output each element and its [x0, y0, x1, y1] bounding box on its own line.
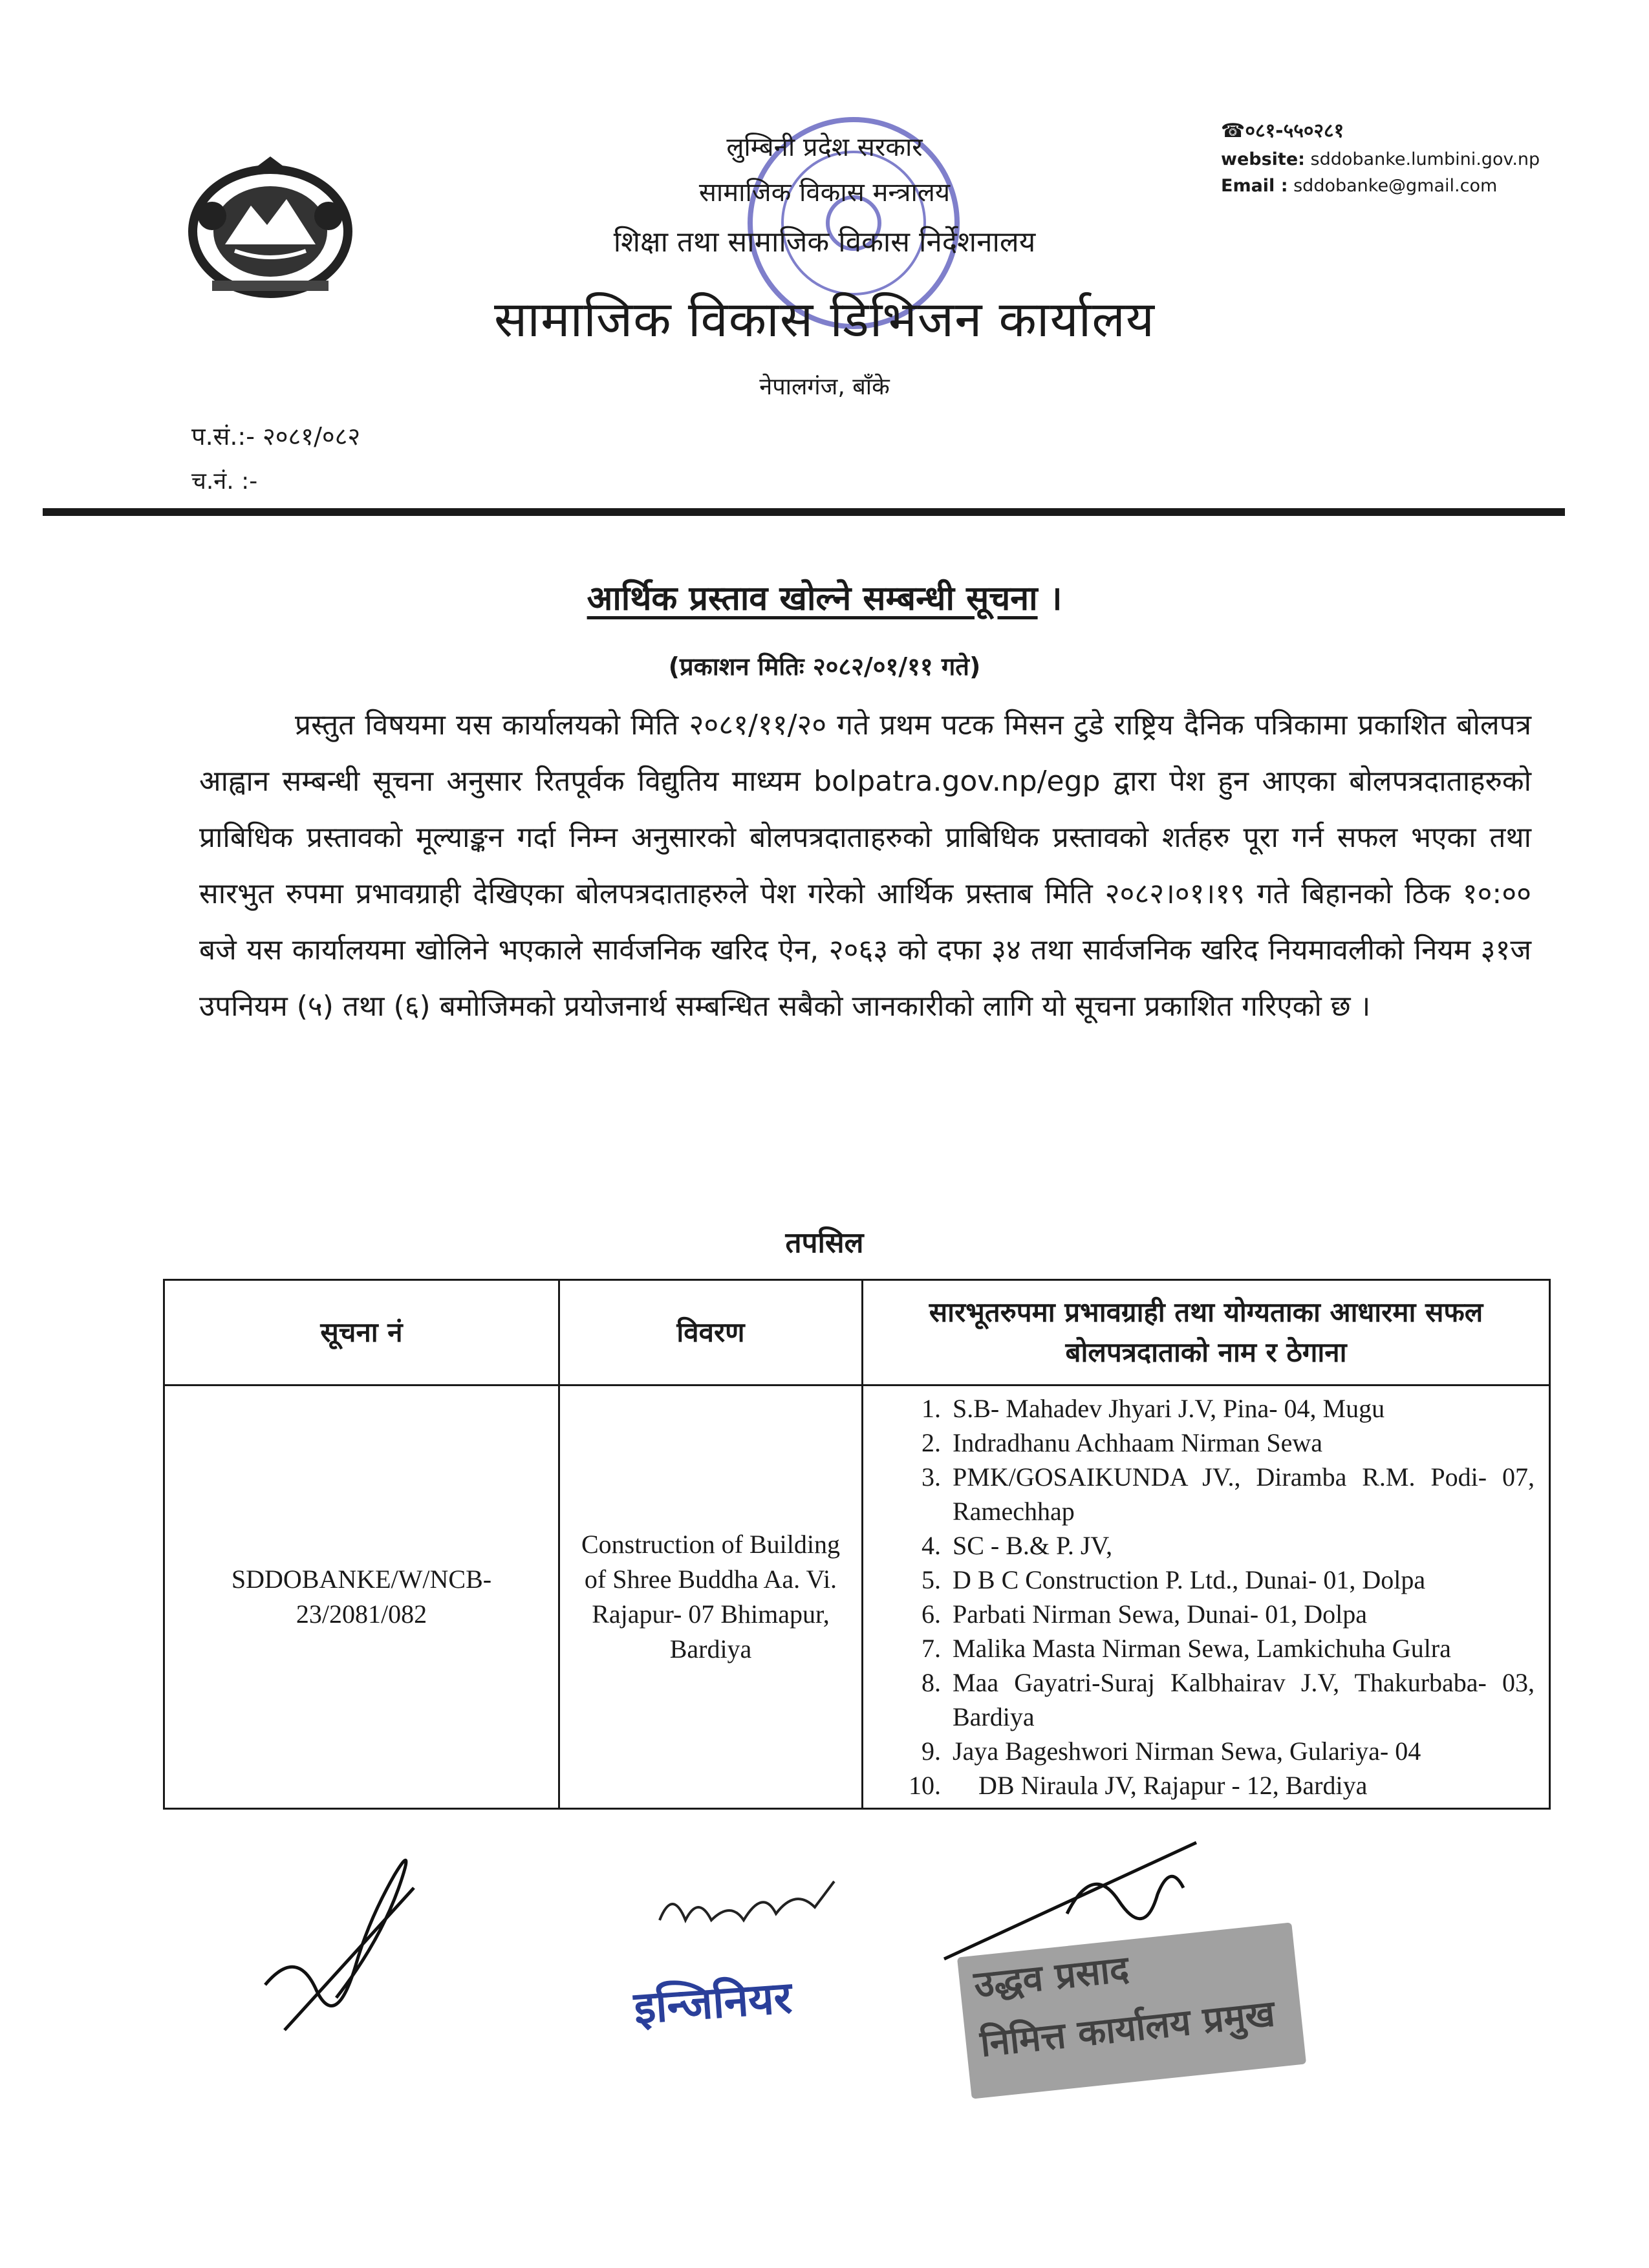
email-line	[1221, 176, 1540, 196]
list-item-number: 3.	[921, 1462, 941, 1492]
website-line	[1221, 149, 1540, 169]
list-item-number: 4.	[921, 1531, 941, 1560]
phone-number: ☎०८१-५५०२८१	[1221, 120, 1344, 142]
list-item-name: Indradhanu Achhaam Nirman Sewa	[953, 1428, 1323, 1457]
officer-stamp-line2: निमित्त कार्यालय प्रमुख	[978, 1993, 1277, 2066]
list-item-number: 6.	[921, 1599, 941, 1629]
list-item-number: 9.	[921, 1737, 941, 1766]
list-item	[894, 1631, 1535, 1665]
office-location: नेपालगंज, बाँके	[759, 374, 890, 400]
list-item	[894, 1734, 1535, 1768]
list-item	[894, 1460, 1535, 1528]
website-label: website:	[1221, 149, 1305, 169]
list-item-name: SC - B.& P. JV,	[953, 1531, 1113, 1560]
list-item-number: 7.	[921, 1634, 941, 1663]
list-item-name: Malika Masta Nirman Sewa, Lamkichuha Gulra	[953, 1634, 1451, 1663]
signature-left-icon	[259, 1836, 427, 2043]
office-name: सामाजिक विकास डिभिजन कार्यालय	[494, 290, 1155, 348]
email-link[interactable]: sddobanke@gmail.com	[1293, 176, 1498, 196]
list-item-name: S.B- Mahadev Jhyari J.V, Pina- 04, Mugu	[953, 1394, 1385, 1423]
notice-title-suffix: ।	[1037, 579, 1062, 618]
cell-bidders	[863, 1385, 1550, 1809]
list-item-name: Parbati Nirman Sewa, Dunai- 01, Dolpa	[953, 1599, 1367, 1629]
header-bidders-line2: बोलपत्रदाताको नाम र ठेगाना	[1065, 1336, 1347, 1368]
notice-title	[0, 574, 1649, 620]
list-item-name: D B C Construction P. Ltd., Dunai- 01, Dolpa	[953, 1565, 1426, 1594]
publication-date: (प्रकाशन मितिः २०८२/०१/११ गते)	[668, 652, 981, 681]
list-item-number: 10.	[909, 1771, 941, 1800]
province-government: लुम्बिनी प्रदेश सरकार	[726, 133, 923, 162]
list-item-number: 1.	[921, 1394, 941, 1423]
table-row	[164, 1385, 1550, 1809]
website-link[interactable]: sddobanke.lumbini.gov.np	[1310, 149, 1540, 169]
list-item	[894, 1665, 1535, 1734]
table-caption: तपसिल	[785, 1226, 864, 1259]
bidders-list	[894, 1391, 1535, 1803]
bidders-table	[163, 1279, 1551, 1810]
list-item-name: Jaya Bageshwori Nirman Sewa, Gulariya- 04	[953, 1737, 1421, 1766]
email-label: Email :	[1221, 176, 1288, 196]
header-divider	[43, 508, 1565, 516]
list-item	[894, 1426, 1535, 1460]
list-item-number: 8.	[921, 1668, 941, 1697]
list-item-number: 2.	[921, 1428, 941, 1457]
engineer-stamp: इन्जिनियर	[632, 1972, 794, 2035]
reference-number: प.सं.:- २०८१/०८२	[191, 422, 361, 451]
list-item-name: Maa Gayatri-Suraj Kalbhairav J.V, Thakurbaba- 03, Bardiya	[953, 1668, 1535, 1731]
contact-block	[1221, 116, 1540, 196]
officer-stamp-line1: उद्धव प्रसाद	[972, 1948, 1131, 2007]
header-bidders	[863, 1280, 1550, 1385]
notice-title-text: आर्थिक प्रस्ताव खोल्ने सम्बन्धी सूचना	[587, 579, 1038, 618]
table-header-row	[164, 1280, 1550, 1385]
cell-notice-no: SDDOBANKE/W/NCB-23/2081/082	[164, 1385, 559, 1809]
list-item-name: DB Niraula JV, Rajapur - 12, Bardiya	[978, 1771, 1368, 1800]
list-item	[894, 1528, 1535, 1563]
dispatch-number: च.नं. :-	[191, 468, 258, 495]
header-notice-no: सूचना नं	[164, 1280, 559, 1385]
list-item	[894, 1563, 1535, 1597]
list-item	[894, 1597, 1535, 1631]
list-item-name: PMK/GOSAIKUNDA JV., Diramba R.M. Podi- 07, Ramechhap	[953, 1462, 1535, 1526]
notice-body: प्रस्तुत विषयमा यस कार्यालयको मिति २०८१/११/२० गते प्रथम पटक मिसन टुडे राष्ट्रिय दैनिक पत्रिकामा प्रकाशित बोलपत्र आह्वान सम्बन्धी सूचना अनुसार रितपूर्वक विद्युतिय माध्यम bolpatra.gov.np/egp द्वारा पेश हुन आएका बोलपत्रदाताहरुको प्राबिधिक प्रस्तावको मूल्याङ्कन गर्दा निम्न अनुसारको बोलपत्रदाताहरुको प्राबिधिक प्रस्तावको शर्तहरु पूरा गर्न सफल भएका तथा सारभुत रुपमा प्रभावग्राही देखिएका बोलपत्रदाताहरुले पेश गरेको आर्थिक प्रस्ताब मिति २०८२।०१।१९ गते बिहानको ठिक १०:०० बजे यस कार्यालयमा खोलिने भएकाले सार्वजनिक खरिद ऐन, २०६३ को दफा ३४ तथा सार्वजनिक खरिद नियमावलीको नियम ३१ज उपनियम (५) तथा (६) बमोजिमको प्रयोजनार्थ सम्बन्धित सबैको जानकारीको लागि यो सूचना प्रकाशित गरिएको छ ।	[199, 709, 1531, 1023]
list-item	[894, 1391, 1535, 1426]
list-item	[894, 1768, 1535, 1803]
header-bidders-line1: सारभूतरुपमा प्रभावग्राही तथा योग्यताका आधारमा सफल	[929, 1296, 1483, 1328]
cell-description: Construction of Building of Shree Buddha Aa. Vi. Rajapur- 07 Bhimapur, Bardiya	[559, 1385, 863, 1809]
ministry-name: सामाजिक विकास मन्त्रालय	[698, 178, 951, 208]
signature-middle-icon	[647, 1875, 841, 1952]
header-description: विवरण	[559, 1280, 863, 1385]
list-item-number: 5.	[921, 1565, 941, 1594]
directorate-name: शिक्षा तथा सामाजिक विकास निर्देशनालय	[613, 226, 1036, 259]
